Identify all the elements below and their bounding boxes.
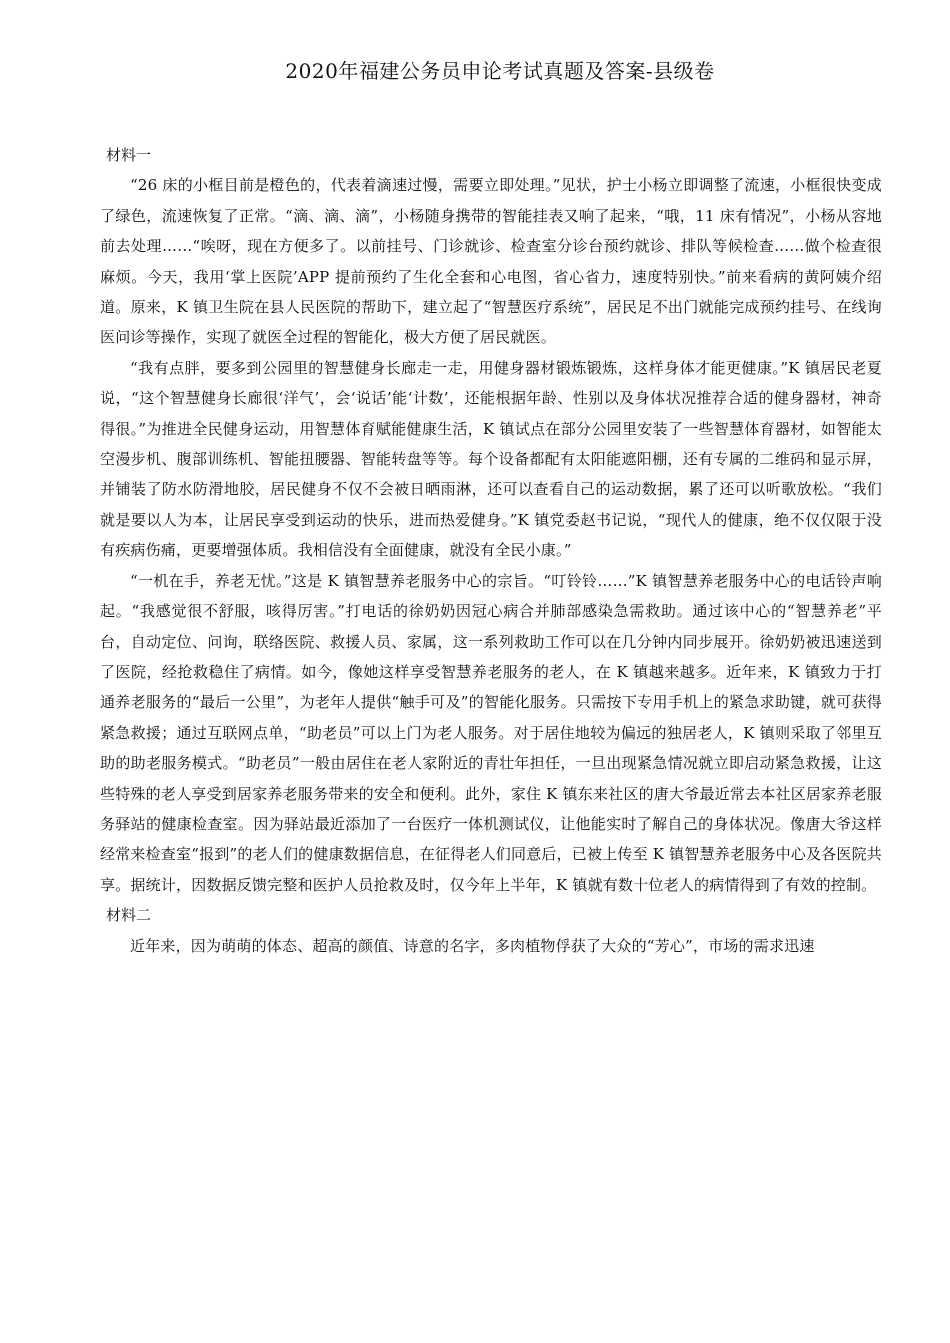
document-body <box>100 140 882 961</box>
section-label-material-2: 材料二 <box>106 906 152 925</box>
paragraph-smart-fitness: “我有点胖，要多到公园里的智慧健身长廊走一走，用健身器材锻炼锻炼，这样身体才能更健康。”K 镇居民老夏说，“这个智慧健身长廊很‘洋气’，会‘说话’能‘计数’，还能根据年龄、性别以及身体状况推荐合适的健身器材，神奇得很。”为推进全民健身运动，用智慧体育赋能健康生活，K 镇试点在部分公园里安装了一些智慧体育器材，如智能太空漫步机、腹部训练机、智能扭腰器、智能转盘等等。每个设备都配有太阳能遮阳棚，还有专属的二维码和显示屏，并铺装了防水防滑地胶，居民健身不仅不会被日晒雨淋，还可以查看自己的运动数据，累了还可以听歌放松。“我们就是要以人为本，让居民享受到运动的快乐，进而热爱健身。”K 镇党委赵书记说，“现代人的健康，绝不仅仅限于没有疾病伤痛，更要增强体质。我相信没有全面健康，就没有全民小康。” <box>100 358 882 560</box>
paragraph-succulents: 近年来，因为萌萌的体态、超高的颜值、诗意的名字，多肉植物俘获了大众的“芳心”，市场的需求迅速 <box>130 936 815 955</box>
paragraph-smart-medical: “26 床的小框目前是橙色的，代表着滴速过慢，需要立即处理。”见状，护士小杨立即调整了流速，小框很快变成了绿色，流速恢复了正常。“滴、滴、滴”，小杨随身携带的智能挂表又响了起来，“哦，11 床有情况”，小杨从容地前去处理……“唉呀，现在方便多了。以前挂号、门诊就诊、检查室分诊台预约就诊、排队等候检查……做个检查很麻烦。今天，我用‘掌上医院’APP 提前预约了生化全套和心电图，省心省力，速度特别快。”前来看病的黄阿姨介绍道。原来，K 镇卫生院在县人民医院的帮助下，建立起了“智慧医疗系统”，居民足不出门就能完成预约挂号、在线询医问诊等操作，实现了就医全过程的智能化，极大方便了居民就医。 <box>100 176 882 347</box>
paragraph-smart-elderly-care: “一机在手，养老无忧。”这是 K 镇智慧养老服务中心的宗旨。“叮铃铃……”K 镇智慧养老服务中心的电话铃声响起。“我感觉很不舒服，咳得厉害。”打电话的徐奶奶因冠心病合并肺部感染急需救助。通过该中心的“智慧养老”平台，自动定位、问询，联络医院、救援人员、家属，这一系列救助工作可以在几分钟内同步展开。徐奶奶被迅速送到了医院，经抢救稳住了病情。如今，像她这样享受智慧养老服务的老人，在 K 镇越来越多。近年来，K 镇致力于打通养老服务的“最后一公里”，为老年人提供“触手可及”的智能化服务。只需按下专用手机上的紧急求助键，就可获得紧急救援；通过互联网点单，“助老员”可以上门为老人服务。对于居住地较为偏远的独居老人，K 镇则采取了邻里互助的助老服务模式。“助老员”一般由居住在老人家附近的青壮年担任，一旦出现紧急情况就立即启动紧急救援，让这些特殊的老人享受到居家养老服务带来的安全和便利。此外，家住 K 镇东来社区的唐大爷最近常去本社区居家养老服务驿站的健康检查室。因为驿站最近添加了一台医疗一体机测试仪，让他能实时了解自己的身体状况。像唐大爷这样经常来检查室“报到”的老人们的健康数据信息，在征得老人们同意后，已被上传至 K 镇智慧养老服务中心及各医院共享。据统计，因数据反馈完整和医护人员抢救及时，仅今年上半年，K 镇就有数十位老人的病情得到了有效的控制。 <box>100 571 882 894</box>
document-title: 2020年福建公务员申论考试真题及答案-县级卷 <box>285 59 715 83</box>
section-label-material-1: 材料一 <box>106 146 152 164</box>
